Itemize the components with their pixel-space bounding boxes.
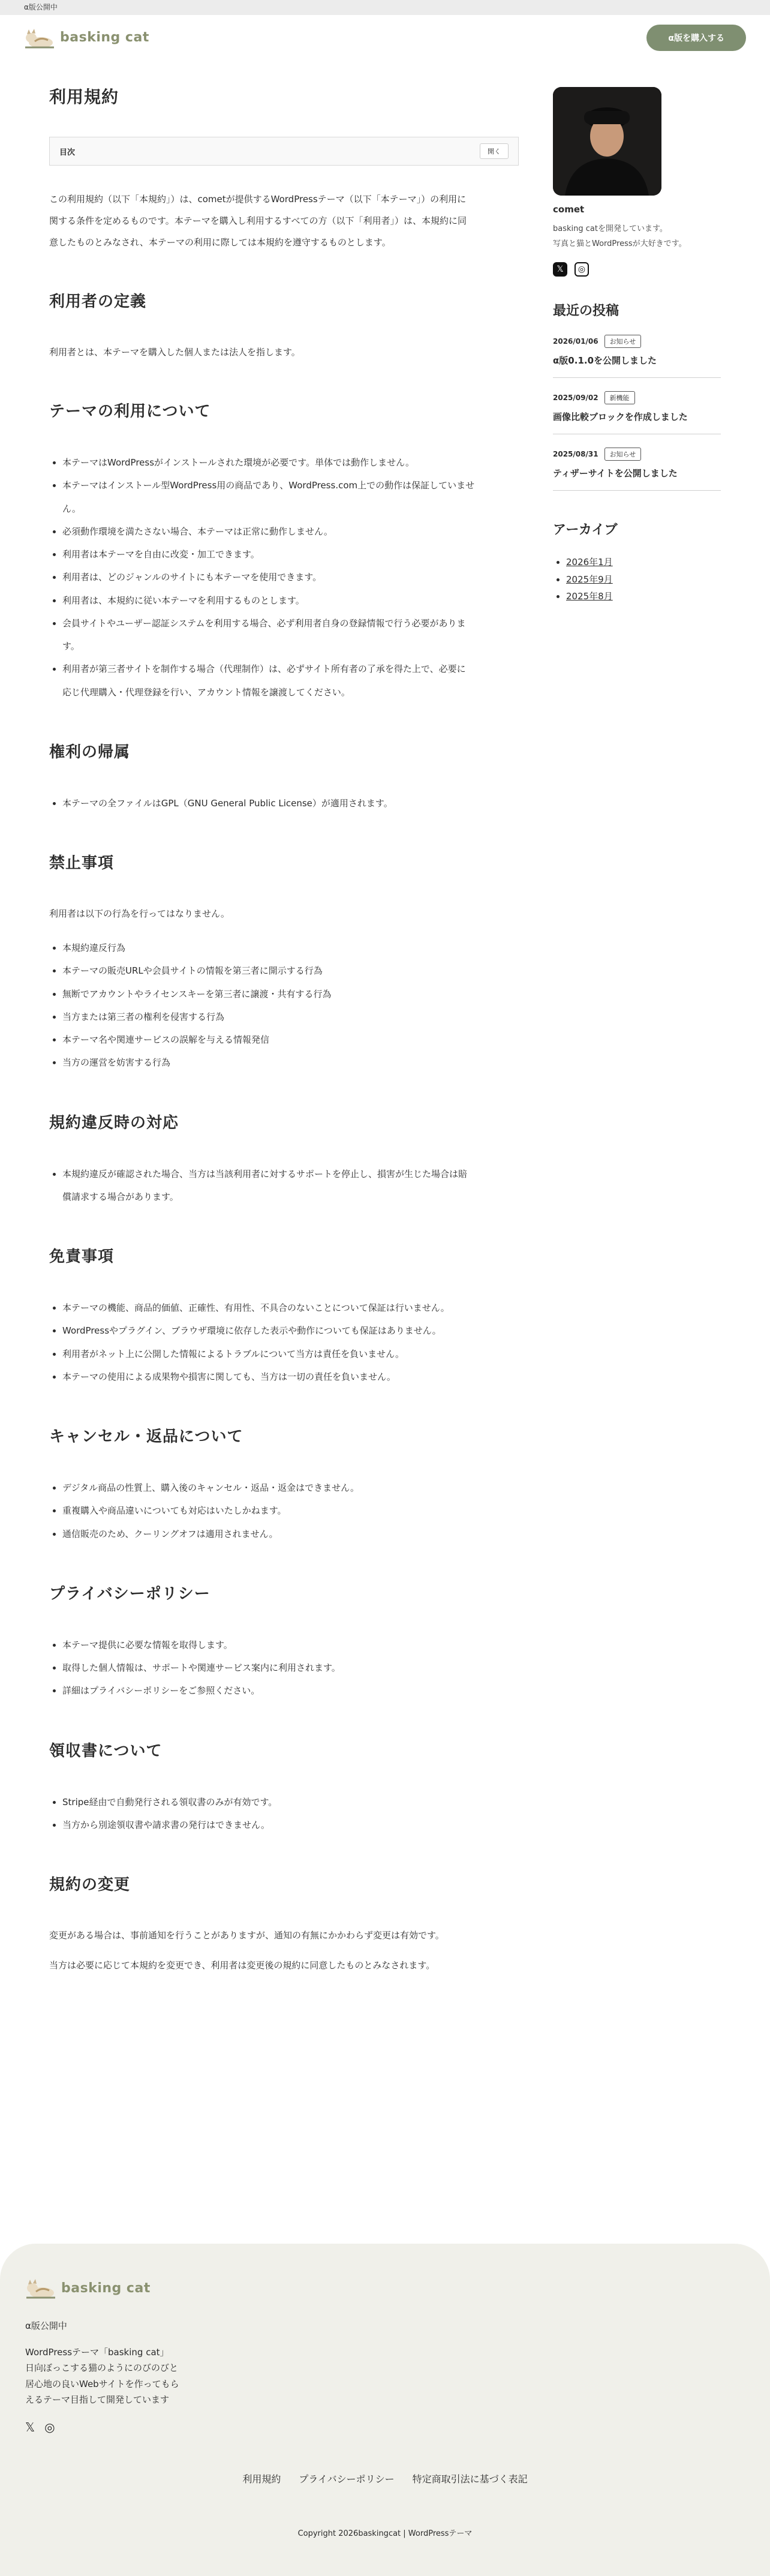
intro-line: 関する条件を定めるものです。本テーマを購入し利用するすべての方（以下「利用者」）は、本規約に同 xyxy=(49,215,467,226)
list-item: • 無断でアカウントやライセンスキーを第三者に譲渡・共有する行為 xyxy=(62,983,519,1005)
site-footer xyxy=(0,2244,770,2576)
x-icon[interactable]: 𝕏 xyxy=(25,2420,35,2434)
list-item: • 本規約違反行為 xyxy=(62,936,519,959)
instagram-icon[interactable]: ◎ xyxy=(44,2420,55,2434)
profile-photo-icon xyxy=(553,87,661,196)
buy-alpha-button[interactable]: α版を購入する xyxy=(646,25,746,51)
profile-avatar xyxy=(553,87,661,196)
list-item: • 本テーマ提供に必要な情報を取得します。 xyxy=(62,1634,519,1656)
list-item: • 本テーマはWordPressがインストールされた環境が必要です。単体では動作しません。 xyxy=(62,451,519,474)
footer-desc-line: 日向ぼっこする猫のようにのびのびと xyxy=(25,2362,179,2374)
archive-item xyxy=(566,588,721,605)
list-item: • 利用者は、本規約に従い本テーマを利用するものとします。 xyxy=(62,589,519,612)
list-item: • 本テーマの販売URLや会員サイトの情報を第三者に開示する行為 xyxy=(62,959,519,982)
instagram-icon[interactable]: ◎ xyxy=(575,262,589,277)
section-paragraph: 変更がある場合は、事前通知を行うことがありますが、通知の有無にかかわらず変更は有効です。 xyxy=(49,1930,444,1941)
section-paragraph: 当方は必要に応じて本規約を変更でき、利用者は変更後の規約に同意したものとみなされます。 xyxy=(49,1960,435,1971)
archive-list xyxy=(553,554,721,605)
section-heading: 規約の変更 xyxy=(49,1876,131,1894)
announcement-text: α版公開中 xyxy=(24,3,58,11)
footer-logo-text: basking cat xyxy=(61,2280,151,2296)
section-paragraph: 利用者とは、本テーマを購入した個人または法人を指します。 xyxy=(49,347,300,358)
footer-link-commerce[interactable]: 特定商取引法に基づく表記 xyxy=(412,2473,528,2485)
section-list xyxy=(49,1476,519,1545)
toc-toggle-button[interactable]: 開く xyxy=(480,143,509,159)
list-item: • 本規約違反が確認された場合、当方は当該利用者に対するサポートを停止し、損害が生じた場合は賠 償請求する場合があります。 xyxy=(62,1163,519,1209)
archive-link[interactable]: 2026年1月 xyxy=(566,557,613,568)
list-item: • 重複購入や商品違いについても対応はいたしかねます。 xyxy=(62,1499,519,1522)
footer-socials xyxy=(25,2420,55,2434)
section-heading: 領収書について xyxy=(49,1742,163,1760)
list-item: • 当方の運営を妨害する行為 xyxy=(62,1051,519,1074)
section-list xyxy=(49,1791,519,1837)
list-item: • デジタル商品の性質上、購入後のキャンセル・返品・返金はできません。 xyxy=(62,1476,519,1499)
table-of-contents xyxy=(49,137,519,166)
site-header xyxy=(0,15,770,60)
post-title-link[interactable]: ティザーサイトを公開しました xyxy=(553,468,678,479)
archive-title: アーカイブ xyxy=(553,523,618,538)
section-heading: 規約違反時の対応 xyxy=(49,1113,179,1132)
section-list xyxy=(49,451,519,704)
announcement-bar xyxy=(0,0,770,15)
site-logo[interactable] xyxy=(24,26,149,50)
footer-desc-line: WordPressテーマ「basking cat」 xyxy=(25,2347,169,2358)
footer-link-privacy[interactable]: プライバシーポリシー xyxy=(299,2473,395,2485)
list-item: • 本テーマの機能、商品的価値、正確性、有用性、不具合のないことについて保証は行いません。 xyxy=(62,1296,519,1319)
footer-description xyxy=(25,2344,205,2407)
profile-socials xyxy=(553,262,721,277)
post-category-badge: お知らせ xyxy=(604,448,642,461)
profile-name: comet xyxy=(553,204,585,215)
profile-description xyxy=(553,222,721,251)
logo-text: basking cat xyxy=(60,30,149,45)
archive-link[interactable]: 2025年8月 xyxy=(566,591,613,602)
list-item: • 利用者がネット上に公開した情報によるトラブルについて当方は責任を負いません。 xyxy=(62,1343,519,1365)
list-item: • 利用者が第三者サイトを制作する場合（代理制作）は、必ずサイト所有者の了承を得た上で、必要に 応じ代理購入・代理登録を行い、アカウント情報を譲渡してください。 xyxy=(62,657,519,704)
list-item: • 必須動作環境を満たさない場合、本テーマは正常に動作しません。 xyxy=(62,520,519,543)
profile-desc-line: 写真と猫とWordPressが大好きです。 xyxy=(553,239,687,248)
section-heading: キャンセル・返品について xyxy=(49,1428,243,1446)
list-item: • 詳細はプライバシーポリシーをご参照ください。 xyxy=(62,1679,519,1702)
archive-link[interactable]: 2025年9月 xyxy=(566,574,613,585)
intro-line: この利用規約（以下「本規約」）は、cometが提供するWordPressテーマ（以下「本テーマ」）の利用に xyxy=(49,194,467,205)
footer-nav xyxy=(0,2472,770,2485)
post-title-link[interactable]: 画像比較ブロックを作成しました xyxy=(553,412,688,423)
post-category-badge: 新機能 xyxy=(604,391,635,404)
intro-paragraph xyxy=(49,188,519,253)
section-heading: プライバシーポリシー xyxy=(49,1584,210,1603)
cat-logo-icon xyxy=(25,2276,56,2300)
list-item: • 会員サイトやユーザー認証システムを利用する場合、必ず利用者自身の登録情報で行う必要がありま す。 xyxy=(62,612,519,658)
page-title: 利用規約 xyxy=(49,87,119,107)
section-heading: テーマの利用について xyxy=(49,403,211,421)
footer-desc-line: 居心地の良いWebサイトを作ってもら xyxy=(25,2378,179,2389)
post-date: 2025/08/31 xyxy=(553,450,598,459)
post-date: 2026/01/06 xyxy=(553,337,598,346)
list-item: • 本テーマの使用による成果物や損害に関しても、当方は一切の責任を負いません。 xyxy=(62,1365,519,1388)
footer-logo[interactable] xyxy=(25,2276,151,2300)
footer-status: α版公開中 xyxy=(25,2320,67,2331)
recent-post[interactable] xyxy=(553,391,721,434)
footer-desc-line: えるテーマ目指して開発しています xyxy=(25,2394,170,2405)
list-item: • Stripe経由で自動発行される領収書のみが有効です。 xyxy=(62,1791,519,1814)
list-item: • 取得した個人情報は、サポートや関連サービス案内に利用されます。 xyxy=(62,1656,519,1679)
copyright: Copyright 2026baskingcat | WordPressテーマ xyxy=(297,2529,473,2538)
sidebar xyxy=(553,84,721,1984)
section-list xyxy=(49,1163,519,1209)
list-item: • 当方または第三者の権利を侵害する行為 xyxy=(62,1005,519,1028)
recent-posts-list xyxy=(553,335,721,491)
section-paragraph: 利用者は以下の行為を行ってはなりません。 xyxy=(49,908,230,919)
post-title-link[interactable]: α版0.1.0を公開しました xyxy=(553,355,657,367)
section-heading: 権利の帰属 xyxy=(49,743,131,761)
recent-posts-title: 最近の投稿 xyxy=(553,304,619,319)
list-item: • 利用者は本テーマを自由に改変・加工できます。 xyxy=(62,543,519,566)
article-main xyxy=(49,84,519,1984)
list-item: • 通信販売のため、クーリングオフは適用されません。 xyxy=(62,1523,519,1545)
section-list xyxy=(49,936,519,1074)
post-date: 2025/09/02 xyxy=(553,394,598,403)
post-meta xyxy=(553,448,721,461)
toc-title: 目次 xyxy=(59,148,76,157)
recent-post[interactable] xyxy=(553,448,721,491)
list-item: • 本テーマ名や関連サービスの誤解を与える情報発信 xyxy=(62,1028,519,1051)
x-icon[interactable]: 𝕏 xyxy=(553,262,567,277)
section-heading: 免責事項 xyxy=(49,1248,115,1266)
list-item: • WordPressやプラグイン、ブラウザ環境に依存した表示や動作についても保証はありません。 xyxy=(62,1319,519,1342)
archive-item xyxy=(566,554,721,571)
section-heading: 利用者の定義 xyxy=(49,293,147,311)
cat-logo-icon xyxy=(24,26,55,50)
intro-line: 意したものとみなされ、本テーマの利用に際しては本規約を遵守するものとします。 xyxy=(49,237,391,248)
post-meta xyxy=(553,391,721,404)
section-list xyxy=(49,792,519,815)
footer-link-terms[interactable]: 利用規約 xyxy=(242,2473,281,2485)
profile-desc-line: basking catを開発しています。 xyxy=(553,224,667,233)
article-sections xyxy=(49,289,519,1976)
section-list xyxy=(49,1634,519,1703)
post-meta xyxy=(553,335,721,348)
archive-item xyxy=(566,571,721,589)
section-heading: 禁止事項 xyxy=(49,854,115,872)
recent-post[interactable] xyxy=(553,335,721,378)
list-item: • 本テーマはインストール型WordPress用の商品であり、WordPress.com上での動作は保証していませ ん。 xyxy=(62,474,519,520)
list-item: • 本テーマの全ファイルはGPL（GNU General Public License）が適用されます。 xyxy=(62,792,519,815)
section-list xyxy=(49,1296,519,1388)
post-category-badge: お知らせ xyxy=(604,335,642,348)
page-layout xyxy=(0,84,770,1984)
list-item: • 利用者は、どのジャンルのサイトにも本テーマを使用できます。 xyxy=(62,566,519,589)
list-item: • 当方から別途領収書や請求書の発行はできません。 xyxy=(62,1814,519,1836)
